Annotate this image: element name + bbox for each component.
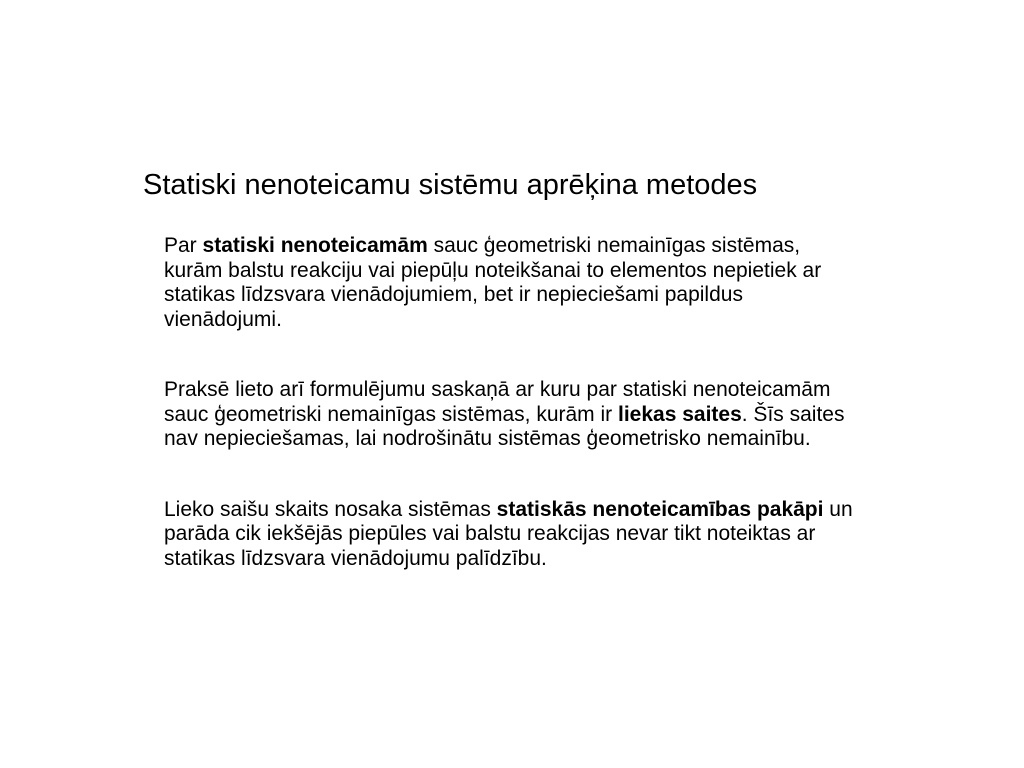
paragraph-degree xyxy=(164,498,864,572)
paragraph-text: un parāda cik iekšējās piepūles vai balstu reakcijas nevar tikt noteiktas ar statikas līdzsvara vienādojumu palīdzību. xyxy=(164,497,853,570)
paragraph-text: Praksē lieto arī formulējumu saskaņā ar kuru par statiski nenoteicamām sauc ģeometriski nemainīgas sistēmas, kurām ir xyxy=(164,378,831,426)
paragraph-redundant-links xyxy=(164,378,864,452)
paragraph-text: sauc ģeometriski nemainīgas sistēmas, kurām balstu reakciju vai piepūļu noteikšanai to elementos nepietiek ar statikas līdzsvara vienādojumiem, bet ir nepieciešami papildus vienādojumi. xyxy=(164,234,822,331)
paragraph-text: Par xyxy=(164,234,203,257)
slide-title: Statiski nenoteicamu sistēmu aprēķina metodes xyxy=(143,169,758,201)
term-degree-of-indeterminacy: statiskās nenoteicamības pakāpi xyxy=(496,497,824,521)
slide-body xyxy=(164,234,864,617)
paragraph-text: . Šīs saites nav nepieciešamas, lai nodrošinātu sistēmas ģeometrisko nemainību. xyxy=(164,402,845,450)
paragraph-definition xyxy=(164,234,864,332)
paragraph-text: Lieko saišu skaits nosaka sistēmas xyxy=(164,497,497,521)
term-redundant-links: liekas saites xyxy=(618,402,742,426)
term-statically-indeterminate: statiski nenoteicamām xyxy=(202,234,428,257)
